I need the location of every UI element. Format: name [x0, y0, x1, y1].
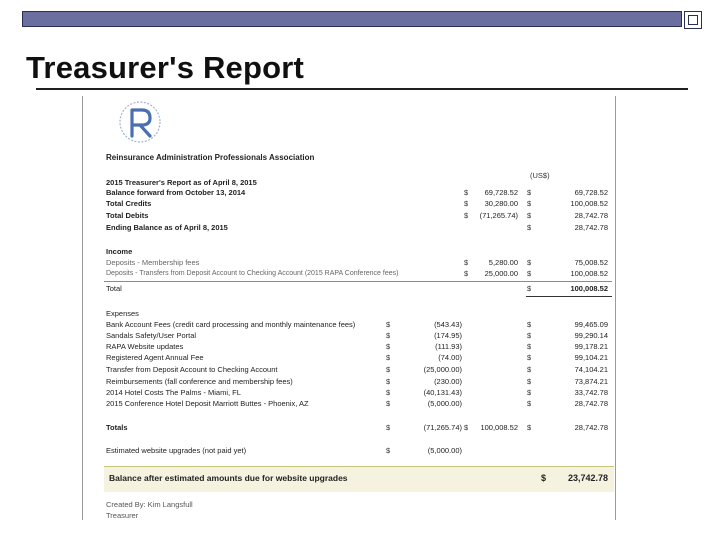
divider [104, 281, 612, 282]
summary-balance: 69,728.52 [574, 188, 608, 197]
rapa-logo-icon [110, 98, 170, 146]
expense-balance: 99,178.21 [574, 342, 608, 351]
income-amount: 5,280.00 [488, 258, 518, 267]
expense-label: Sandals Safety/User Portal [106, 331, 197, 340]
summary-balance: 100,008.52 [570, 199, 608, 208]
totals-balance: 28,742.78 [574, 423, 608, 432]
title-underline [36, 88, 688, 90]
expense-label: Transfer from Deposit Account to Checking Account [106, 365, 278, 374]
summary-amount: 30,280.00 [484, 199, 518, 208]
currency-label: (US$) [530, 171, 550, 180]
slide-title: Treasurer's Report [26, 50, 305, 85]
role: Treasurer [106, 511, 139, 520]
website-upgrades-amount: (5,000.00) [427, 446, 462, 455]
income-title: Income [106, 247, 133, 256]
balance-after-label: Balance after estimated amounts due for website upgrades [109, 473, 348, 483]
summary-amount: (71,265.74) [479, 211, 518, 220]
expense-balance: 99,290.14 [574, 331, 608, 340]
summary-balance: 28,742.78 [574, 211, 608, 220]
slide-top-bar [22, 11, 682, 27]
totals-label: Totals [106, 423, 128, 432]
expense-amount: (111.93) [435, 342, 462, 351]
summary-label: Ending Balance as of April 8, 2015 [106, 223, 228, 232]
income-total-amount: 100,008.52 [570, 284, 608, 293]
expense-amount: (543.43) [434, 320, 462, 329]
summary-label: Balance forward from October 13, 2014 [106, 188, 246, 197]
expense-amount: (5,000.00) [427, 399, 462, 408]
expense-balance: 73,874.21 [574, 377, 608, 386]
expense-amount: (40,131.43) [423, 388, 462, 397]
slide-corner-box [684, 11, 702, 29]
created-by: Created By: Kim Langsfull [106, 500, 193, 509]
expense-balance: 28,742.78 [574, 399, 608, 408]
income-label: Deposits - Transfers from Deposit Account to Checking Account (2015 RAPA Conference fees) [106, 270, 399, 277]
income-total-label: Total [106, 284, 122, 293]
divider [526, 296, 612, 297]
expense-label: RAPA Website updates [106, 342, 184, 351]
expense-balance: 99,104.21 [574, 353, 608, 362]
totals-credits: 100,008.52 [480, 423, 518, 432]
expense-label: 2014 Hotel Costs The Palms - Miami, FL [106, 388, 241, 397]
summary-label: Total Credits [106, 199, 152, 208]
divider [104, 466, 614, 467]
expense-label: Registered Agent Annual Fee [106, 353, 204, 362]
income-balance: 75,008.52 [574, 258, 608, 267]
expense-label: Bank Account Fees (credit card processing and monthly maintenance fees) [106, 320, 356, 329]
summary-title: 2015 Treasurer's Report as of April 8, 2015 [106, 178, 257, 187]
expense-balance: 99,465.09 [574, 320, 608, 329]
expenses-title: Expenses [106, 309, 139, 318]
expense-amount: (74.00) [438, 353, 462, 362]
expense-label: 2015 Conference Hotel Deposit Marriott Buttes - Phoenix, AZ [106, 399, 309, 408]
website-upgrades-label: Estimated website upgrades (not paid yet) [106, 446, 247, 455]
expense-amount: (174.95) [434, 331, 462, 340]
summary-balance: 28,742.78 [574, 223, 608, 232]
income-balance: 100,008.52 [570, 269, 608, 278]
totals-debits: (71,265.74) [423, 423, 462, 432]
org-name: Reinsurance Administration Professionals Association [106, 153, 315, 162]
expense-amount: (230.00) [434, 377, 462, 386]
expense-amount: (25,000.00) [423, 365, 462, 374]
income-label: Deposits - Membership fees [106, 258, 200, 267]
summary-amount: 69,728.52 [484, 188, 518, 197]
expense-balance: 33,742.78 [574, 388, 608, 397]
expense-label: Reimbursements (fall conference and membership fees) [106, 377, 293, 386]
expense-balance: 74,104.21 [574, 365, 608, 374]
summary-label: Total Debits [106, 211, 149, 220]
income-amount: 25,000.00 [484, 269, 518, 278]
balance-after-amount: 23,742.78 [567, 473, 608, 483]
